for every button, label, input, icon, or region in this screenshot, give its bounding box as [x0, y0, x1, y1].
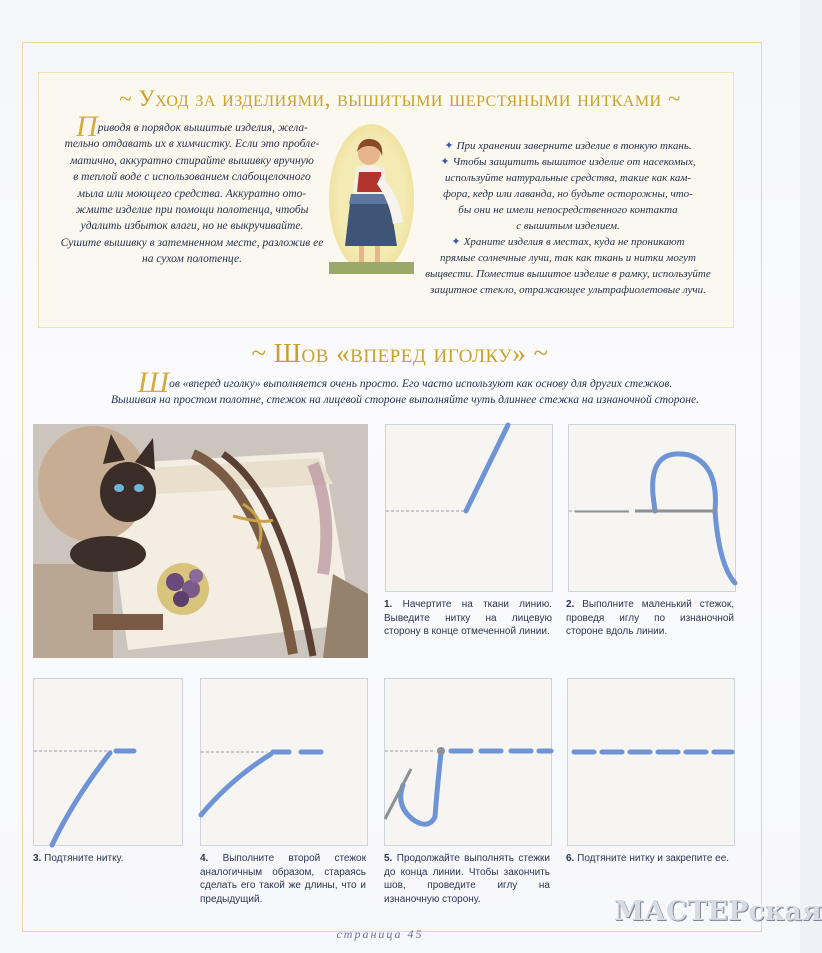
- step-2-caption: 2. Выполните маленький стежок, проведя иглу по изнаночной стороне вдоль линии.: [566, 599, 735, 637]
- care-intro-text: Приводя в порядок вышитые изделия, жела- тельно отдавать их в химчистку. Если это пробле- матично, аккуратно стирайте вышивку вручную в теплой воде с использованием слабощелочного мыла или моющего средства. Аккуратно ото- жмите изделие при помощи полотенца, чтобы удалить избыток влаги, но не выкручивайте. Сушите вышивку в затемненном месте, разложив ее на сухом полотенце.: [60, 110, 324, 266]
- stitch-intro-text: Шов «вперед иголку» выполняется очень просто. Его часто используют как основу для других стежков. Вышивая на простом полотне, стежок на лицевой стороне выполняйте чуть длиннее стежка на изнаночной стороне.: [111, 366, 699, 406]
- bullet-star-icon: ✦: [440, 156, 450, 168]
- step-5-caption: 5. Продолжайте выполнять стежки до конца линии. Чтобы закончить шов, проведите иглу на изнаночную сторону.: [384, 853, 550, 905]
- bullet-star-icon: ✦: [444, 140, 454, 152]
- care-section-title: ~ Уход за изделиями, вышитыми шерстяными нитками ~: [119, 86, 681, 111]
- step-4-caption: 4. Выполните второй стежок аналогичным образом, стараясь сделать его такой же длины, что и предыдущий.: [200, 853, 366, 905]
- bullet-star-icon: ✦: [451, 236, 461, 248]
- step-1-caption: 1. Начертите на ткани линию. Выведите нитку на лицевую сторону в конце отмеченной линии.: [384, 599, 552, 637]
- stitch-section-title: ~ Шов «вперед иголку» ~: [251, 338, 549, 368]
- care-bullet: ✦ При хранении заверните изделие в тонкую ткань.: [444, 140, 692, 152]
- drop-cap: П: [76, 110, 98, 143]
- step-4-figure: [200, 678, 368, 846]
- step-5-figure: [384, 678, 552, 846]
- step-3-caption: 3. Подтяните нитку.: [33, 853, 124, 864]
- step-3-figure: [33, 678, 183, 846]
- drop-cap: Ш: [137, 366, 170, 399]
- care-bullet: ✦ Чтобы защитить вышитое изделие от насекомых, используйте натуральные средства, такие как кам- фора, кедр или лаванда, но будьте осторожны, что- бы они не имели непосредственного контакта с вышитым изделием.: [440, 156, 696, 232]
- step-6-caption: 6. Подтяните нитку и закрепите ее.: [566, 853, 730, 864]
- step-6-figure: [567, 678, 735, 846]
- care-bullet: ✦ Храните изделия в местах, куда не проникают прямые солнечные лучи, так как ткань и нитки могут выцвести. Поместив вышитое изделие в рамку, используйте защитное стекло, отражающее ультрафиолетовые лучи.: [425, 236, 711, 296]
- care-bullet-list: [418, 138, 718, 298]
- cat-embroidery-photo: [33, 424, 368, 658]
- girl-illustration: [329, 124, 414, 274]
- step-1-figure: [385, 424, 553, 592]
- watermark-logo: МАСТЕРская: [614, 896, 822, 927]
- step-2-figure: [568, 424, 736, 592]
- page-number: страница 45: [336, 927, 424, 941]
